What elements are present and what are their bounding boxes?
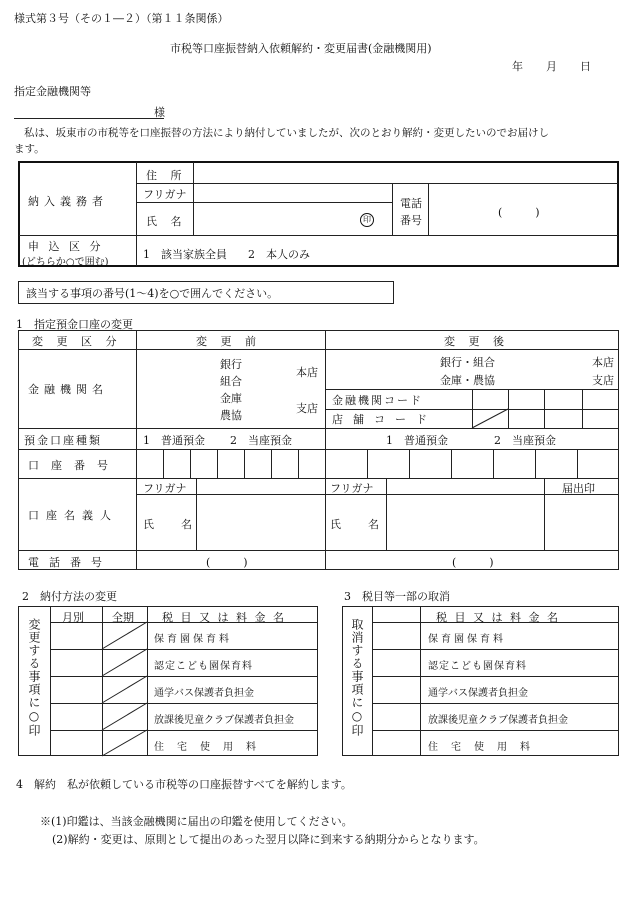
section3-table (342, 606, 619, 756)
section3-item-2: 認定こども園保育料 (428, 661, 527, 672)
before-agri: 農協 (220, 409, 242, 422)
seal-label: 届出印 (562, 482, 595, 495)
section2-item-2: 認定こども園保育料 (154, 661, 253, 672)
option-self[interactable]: 2 本人のみ (248, 248, 310, 261)
col-category: 変 更 区 分 (32, 335, 122, 348)
date-year: 年 (512, 60, 523, 73)
holder-label: 口座名義人 (28, 509, 118, 522)
full-term-diagonals (102, 622, 147, 756)
before-treasury: 金庫 (220, 392, 242, 405)
code-label: 金融機関コード (332, 394, 423, 407)
section3-col-item: 税 目 又 は 料 金 名 (436, 611, 560, 624)
phone-label-1: 電話 (400, 197, 422, 210)
taxpayer-label: 納入義務者 (28, 195, 108, 208)
sama: 様 (154, 106, 165, 119)
furigana-field[interactable] (194, 185, 390, 201)
after-head: 本店 (592, 356, 614, 369)
before-ordinary[interactable]: 1 普通預金 (143, 434, 205, 447)
account-no-label: 口座番号 (28, 459, 120, 472)
section2-title: 2 納付方法の変更 (22, 590, 117, 603)
after-branch: 支店 (592, 374, 614, 387)
before-head: 本店 (296, 366, 318, 379)
category-label: 申 込 区 分 (28, 240, 104, 253)
deposit-type-label: 預金口座種類 (24, 434, 102, 447)
section3-item-5: 住宅使用料 (428, 742, 543, 753)
phone-field[interactable]: ( ) (498, 206, 540, 219)
section2-side-label: 変更する事項に○印 (27, 618, 41, 737)
before-name: 氏 名 (143, 518, 200, 531)
branch-code-diagonal (472, 409, 508, 428)
section3-item-1: 保育園保育料 (428, 634, 506, 645)
col-full: 全期 (112, 611, 134, 624)
section1-title: 1 指定預金口座の変更 (16, 318, 133, 331)
address-field[interactable] (194, 166, 614, 182)
institution-label: 金融機関名 (28, 383, 108, 396)
seal-mark-icon: 印 (360, 212, 374, 227)
after-phone[interactable]: ( ) (452, 556, 494, 569)
after-treasury-agri: 金庫・農協 (440, 374, 495, 387)
col-before: 変 更 前 (196, 335, 261, 348)
address-label: 住 所 (146, 169, 187, 182)
section2-table (18, 606, 318, 756)
branch-code-label: 店舗コード (332, 413, 437, 426)
col-after: 変 更 後 (444, 335, 509, 348)
intro-line-1: 私は、坂東市の市税等を口座振替の方法により納付していましたが、次のとおり解約・変更したいのでお届けし (24, 127, 549, 139)
section2-item-4: 放課後児童クラブ保護者負担金 (154, 715, 294, 726)
before-furigana: フリガナ (143, 482, 187, 495)
recipient-line (14, 118, 164, 119)
section2-item-3: 通学バス保護者負担金 (154, 688, 254, 699)
before-phone[interactable]: ( ) (206, 556, 248, 569)
form-number: 様式第３号（その１―２）（第１１条関係） (14, 12, 229, 25)
category-sub: (どちらか○で囲む) (22, 257, 109, 268)
section4-text[interactable]: 4 解約 私が依頼している市税等の口座振替すべてを解約します。 (16, 778, 352, 791)
col-monthly: 月別 (62, 611, 84, 624)
after-name: 氏 名 (330, 518, 387, 531)
instruction-text: 該当する事項の番号(1～4)を○で囲んでください。 (26, 287, 279, 300)
date-month: 月 (546, 60, 557, 73)
after-current[interactable]: 2 当座預金 (494, 434, 556, 447)
after-bank-union: 銀行・組合 (440, 356, 495, 369)
option-family[interactable]: 1 該当家族全員 (143, 248, 227, 261)
form-title: 市税等口座振替納入依頼解約・変更届書(金融機関用) (170, 42, 432, 55)
note-2: (2)解約・変更は、原則として提出のあった翌月以降に到来する納期分からとなります。 (52, 833, 485, 846)
note-1: ※(1)印鑑は、当該金融機関に届出の印鑑を使用してください。 (40, 815, 353, 828)
after-ordinary[interactable]: 1 普通預金 (386, 434, 448, 447)
before-branch: 支店 (296, 402, 318, 415)
intro-line-2: ます。 (14, 143, 45, 155)
section3-side-label: 取消する事項に○印 (350, 618, 364, 737)
section3-item-3: 通学バス保護者負担金 (428, 688, 528, 699)
section2-item-5: 住宅使用料 (154, 742, 269, 753)
section1-table (18, 330, 619, 570)
after-furigana: フリガナ (330, 482, 374, 495)
phone-label: 電話番号 (28, 556, 112, 569)
before-bank: 銀行 (220, 358, 242, 371)
name-field[interactable] (194, 204, 354, 234)
recipient-label: 指定金融機関等 (14, 85, 91, 98)
furigana-label: フリガナ (143, 188, 187, 201)
before-union: 組合 (220, 375, 242, 388)
date-day: 日 (580, 60, 591, 73)
section2-item-1: 保育園保育料 (154, 634, 232, 645)
phone-label-2: 番号 (400, 214, 422, 227)
section2-col-item: 税 目 又 は 料 金 名 (162, 611, 286, 624)
name-label: 氏 名 (146, 215, 187, 228)
section3-item-4: 放課後児童クラブ保護者負担金 (428, 715, 568, 726)
section3-title: 3 税目等一部の取消 (344, 590, 450, 603)
before-current[interactable]: 2 当座預金 (230, 434, 292, 447)
